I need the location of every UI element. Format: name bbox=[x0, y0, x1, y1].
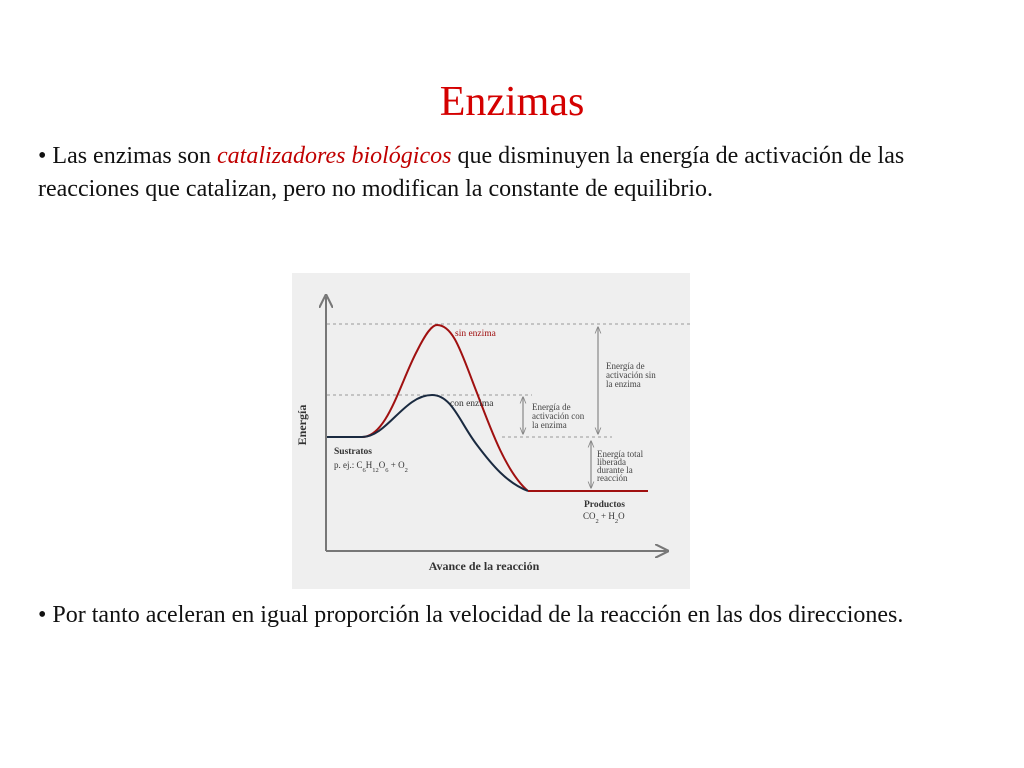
bullet-speed-both-directions bbox=[38, 599, 998, 632]
x-axis-label: Avance de la reacción bbox=[428, 559, 540, 573]
bullet-enzymes-definition bbox=[38, 140, 998, 206]
curve-with-enzyme bbox=[362, 395, 528, 491]
substrates-title: Sustratos bbox=[334, 447, 373, 457]
substrates-formula: p. ej.: $C_6H_{12}O_6 + O_2$ bbox=[334, 460, 408, 474]
products-formula: $CO_2 + H_2O$ bbox=[583, 511, 625, 525]
bullet-text: Por tanto aceleran en igual proporción la velocidad de la reacción en las dos direcciones. bbox=[52, 602, 904, 628]
bullet-marker: • bbox=[38, 143, 47, 169]
bullet-text-start: Las enzimas son bbox=[52, 143, 218, 169]
energy-diagram bbox=[292, 273, 690, 589]
bullet-marker: • bbox=[38, 602, 47, 628]
slide-title: Enzimas bbox=[439, 79, 585, 125]
ea-with-enzyme-label: Energía de activación con la enzima bbox=[532, 402, 585, 430]
y-axis-label: Energía bbox=[295, 404, 309, 446]
products-title: Productos bbox=[584, 500, 625, 510]
highlight-catalizadores: catalizadores biológicos bbox=[217, 143, 452, 169]
con-enzima-label: con enzima bbox=[450, 399, 494, 409]
bullet-text-end: que disminuyen la energía de activación de las reacciones que catalizan, pero no modifican la constante de equilibrio. bbox=[38, 143, 905, 202]
total-energy-label: Energía total liberada durante la reacción bbox=[597, 449, 644, 483]
sin-enzima-label: sin enzima bbox=[455, 329, 496, 339]
ea-without-enzyme-label: Energía de activación sin la enzima bbox=[606, 361, 656, 389]
